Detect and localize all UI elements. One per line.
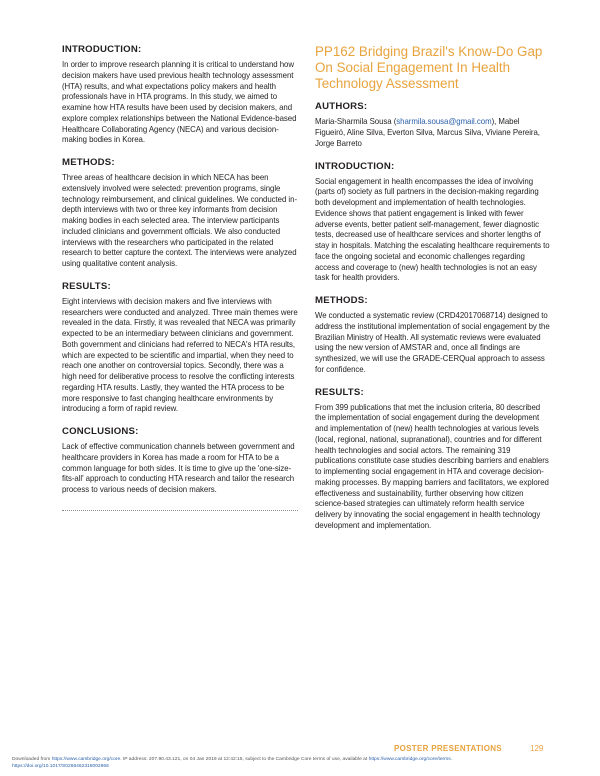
section-heading: CONCLUSIONS: (62, 426, 139, 437)
section-heading: AUTHORS: (315, 101, 368, 113)
section-heading: RESULTS: (62, 280, 111, 292)
section-text: Social engagement in health encompasses the idea of involving (parts of) society as full partners in the decision-making regarding both development and implementation of health technologies. Evidence shows that patient engagement is linked with fewer adverse events, better patient self-management, fewer diagnostic tests, decreased use of healthcare services and shorter lengths of stay in hospitals. Matching the escalating healthcare requirements to face the ongoing societal and economic challenges regarding access and coverage to (new) health technologies is not an easy task for health providers. (315, 176, 550, 283)
left-column (62, 44, 298, 511)
section-heading: RESULTS: (315, 386, 364, 398)
section-text: Three areas of healthcare decision in which NECA has been extensively involved were selected: prevention programs, single technology reimbursement, and clinical guidelines. We conducted in-depth interviews with two or three key informants from decision making bodies in each selected area. The interview participants included clinicians and government officials. We also conducted interviews with the researchers who participated in the related research to better capture the context. The interviews were analyzed using qualitative content analysis. (62, 173, 298, 268)
left-introduction-section (62, 44, 298, 146)
section-label: POSTER PRESENTATIONS (394, 744, 502, 753)
doi-line (12, 763, 592, 770)
right-results-section (315, 387, 551, 532)
section-text: Lack of effective communication channels between government and healthcare providers in Korea has made a room for HTA to be a common language for both sides. It is time to give up the 'one-size-fits-all' approach to conducting HTA research and tailor the research process to various needs of decision makers. (62, 442, 295, 494)
download-notice (12, 756, 592, 763)
right-methods-section (315, 295, 551, 376)
section-text: We conducted a systematic review (CRD42017068714) designed to address the institutional implementation of social engagement by the Brazilian Ministry of Health. All systematic reviews were evaluated using the new version of AMSTAR and, once all findings are synthesized, we will use the GRADE-CERQual approach to assess for confidence. (315, 311, 550, 374)
right-column (315, 44, 551, 543)
cambridge-core-link[interactable]: https://www.cambridge.org/core (51, 757, 121, 762)
download-end: . (450, 757, 453, 762)
section-heading: METHODS: (62, 157, 115, 168)
section-text: Eight interviews with decision makers and five interviews with researchers were conducted and analyzed. Three main themes were revealed in the data. Firstly, it was revealed that NECA was primarily expected to be an intermediary between clinicians and government. Both government and clinicians had referred to NECA's HTA results, which are expected to be scientific and impartial, when they need to reach one another on controversial topics. Secondly, there was a high need for deliberative process to resolve the conflicting interests regarding HTA results. Lastly, they wanted the HTA process to be more responsive to fast changing healthcare environments by introducing a form of rapid review. (62, 296, 298, 414)
section-heading: INTRODUCTION: (315, 160, 395, 172)
authors-rest: ), Mabel Figueiró, Aline Silva, Everton Silva, Marcus Silva, Viviane Pereira, Jorge Barreto (315, 117, 540, 148)
dotted-divider (62, 510, 298, 511)
left-results-section (62, 281, 298, 415)
abstract-title: PP162 Bridging Brazil's Know-Do Gap On Social Engagement In Health Technology Assessment (315, 44, 543, 91)
left-methods-section (62, 157, 298, 270)
authors-first: Maria-Sharmila Sousa ( (315, 117, 397, 127)
download-prefix: Downloaded from (12, 757, 52, 762)
authors-section (315, 101, 551, 149)
left-conclusions-section (62, 426, 298, 496)
right-introduction-section (315, 161, 551, 285)
page-number: 129 (530, 744, 544, 753)
section-text: In order to improve research planning it is critical to understand how decision makers have used previous health technology assessment (HTA) results, and what expectations policy makers and health professionals have in HTA programs. In this study, we aimed to examine how HTA results have been used by decision makers, and explore complex relationships between the National Evidence-based Healthcare Collaborating Agency (NECA) and various decision-making bodies in Korea. (62, 60, 297, 145)
author-email-link[interactable]: sharmila.sousa@gmail.com (396, 117, 492, 127)
terms-link[interactable]: https://www.cambridge.org/core/terms (368, 757, 451, 762)
section-heading: METHODS: (315, 295, 368, 307)
authors-list (315, 117, 551, 149)
section-heading: INTRODUCTION: (62, 44, 142, 55)
download-mid: . IP address: 207.90.43.121, on 04 Jan 2019 at 12:42:15, subject to the Cambridge Core terms of use, available at (120, 757, 369, 762)
section-text: From 399 publications that met the inclusion criteria, 80 described the implementation of social engagement during the development and implementation of (new) health technologies at various levels (local, regional, national, supranational), countries and for different health technologies and social actors. The remaining 319 publications constitute case studies describing barriers and enablers to implementing social engagement in HTA and coverage decision-making processes. By mapping barriers and facilitators, we explored effectiveness and sustainability, further observing how citizen science-based strategies can ultimately reform health service delivery by innovating the social engagement in health technology development and implementation. (315, 402, 549, 530)
doi-link[interactable]: https://doi.org/10.1017/S0266462318002866 (12, 764, 109, 769)
